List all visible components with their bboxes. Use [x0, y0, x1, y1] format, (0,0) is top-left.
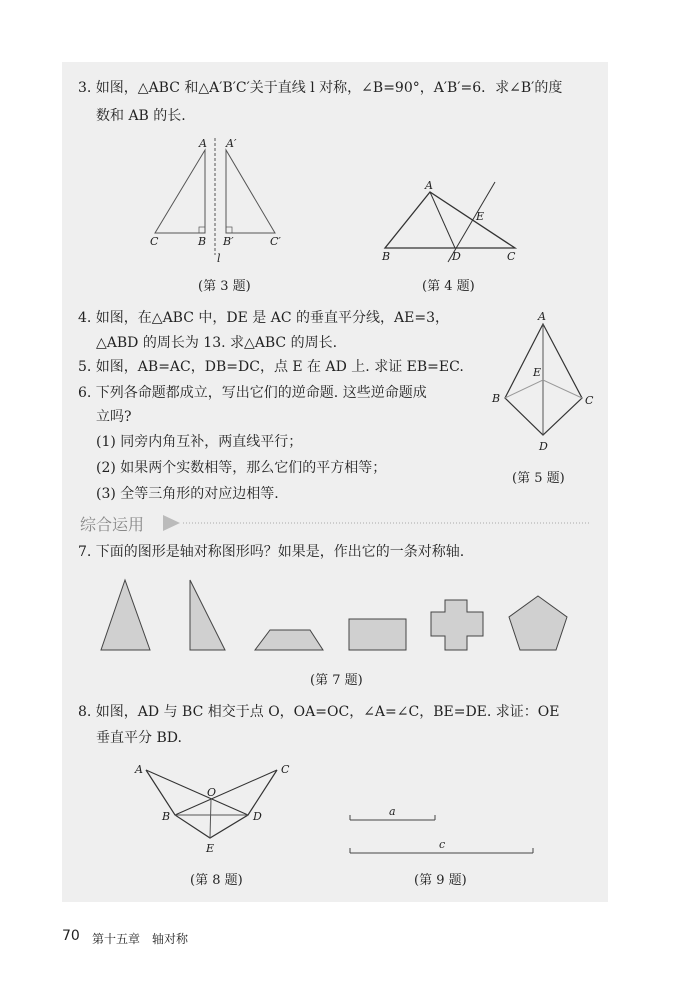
problem-3-line-1: 3. 如图，△ABC 和△A′B′C′关于直线 l 对称，∠B=90°，A′B′=6．求∠B′的度	[78, 80, 563, 96]
label: B′	[223, 235, 234, 248]
problem-6-item-1: (1) 同旁内角互补，两直线平行；	[96, 434, 303, 450]
label: A	[538, 310, 546, 323]
label: A	[425, 179, 433, 192]
caption-figure-3: (第 3 题)	[198, 279, 251, 294]
label: B	[382, 250, 391, 263]
problem-3-line-2: 数和 AB 的长.	[96, 108, 186, 124]
label: D	[452, 250, 461, 263]
segment-a-label: a	[389, 805, 396, 818]
label: D	[253, 810, 262, 823]
segment-c-label: c	[439, 838, 446, 851]
chapter-title: 第十五章 轴对称	[92, 932, 189, 946]
problem-6-line-2: 立吗?	[96, 409, 132, 425]
label: A	[135, 763, 143, 776]
caption-figure-8: (第 8 题)	[190, 873, 243, 888]
page-number: 70	[62, 928, 80, 944]
label: B	[492, 392, 501, 405]
problem-5: 5. 如图，AB=AC，DB=DC，点 E 在 AD 上. 求证 EB=EC.	[78, 359, 464, 375]
section-title: 综合运用	[80, 515, 145, 534]
label: B	[198, 235, 207, 248]
label: A	[199, 137, 207, 150]
problem-4-line-2: △ABD 的周长为 13. 求△ABC 的周长.	[96, 335, 338, 351]
caption-figure-5: (第 5 题)	[512, 471, 565, 486]
caption-figure-4: (第 4 题)	[422, 279, 475, 294]
caption-figure-7: (第 7 题)	[310, 673, 363, 688]
label: B	[162, 810, 171, 823]
problem-6-line-1: 6. 下列各命题都成立，写出它们的逆命题. 这些逆命题成	[78, 385, 427, 401]
label: O	[207, 786, 217, 799]
label: C′	[270, 235, 281, 248]
label: E	[533, 366, 542, 379]
label: E	[476, 210, 485, 223]
label: C	[585, 394, 594, 407]
problem-7: 7. 下面的图形是轴对称图形吗？如果是，作出它的一条对称轴.	[78, 544, 465, 560]
problem-6-item-3: (3) 全等三角形的对应边相等.	[96, 486, 279, 502]
problem-8-line-2: 垂直平分 BD.	[96, 730, 182, 746]
problem-4-line-1: 4. 如图，在△ABC 中，DE 是 AC 的垂直平分线，AE=3，	[78, 310, 449, 326]
label: E	[206, 842, 215, 855]
label: A′	[226, 137, 237, 150]
problem-6-item-2: (2) 如果两个实数相等，那么它们的平方相等；	[96, 460, 387, 476]
label: D	[539, 440, 548, 453]
label: C	[281, 763, 290, 776]
label: C	[150, 235, 159, 248]
label: l	[217, 252, 221, 265]
problem-8-line-1: 8. 如图，AD 与 BC 相交于点 O，OA=OC，∠A=∠C，BE=DE. 求证：OE	[78, 704, 560, 720]
label: C	[507, 250, 516, 263]
caption-figure-9: (第 9 题)	[414, 873, 467, 888]
